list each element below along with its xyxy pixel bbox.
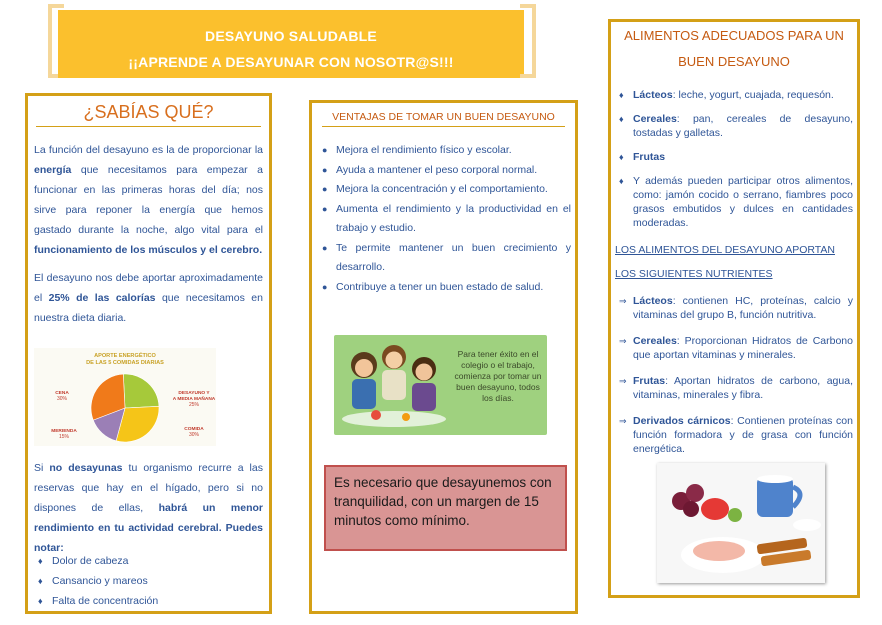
bold-run: energía	[34, 164, 72, 176]
chart-title-line2: DE LAS 5 COMIDAS DIARIAS	[86, 360, 164, 366]
list-item-text: Mejora el rendimiento físico y escolar.	[336, 144, 512, 156]
list-item	[615, 334, 853, 362]
slice-label-value-1: 30%	[188, 432, 200, 438]
nutrient-text: : contienen HC, proteínas, calcio y vitaminas del grupo B, función nutritiva.	[633, 295, 853, 321]
food-text: : leche, yogurt, cuajada, requesón.	[672, 89, 834, 101]
benefits-list	[318, 141, 571, 297]
list-item-text: Mejora la concentración y el comportamiento.	[336, 183, 548, 195]
column-ventajas	[309, 100, 578, 614]
diamond-bullet-icon: ♦	[619, 152, 624, 162]
list-item	[34, 571, 158, 591]
column-title-line2: BUEN DESAYUNO	[678, 54, 790, 69]
chart-title-line1: APORTE ENERGÉTICO	[94, 353, 156, 359]
column-alimentos	[608, 19, 860, 598]
column-sabias-que	[25, 93, 272, 614]
nutrient-label: Derivados cárnicos	[633, 415, 731, 427]
list-item-text: Dolor de cabeza	[52, 555, 129, 567]
text-run: Si	[34, 462, 50, 474]
slice-label-name-0: DESAYUNO Y	[178, 391, 210, 396]
nutrients-list	[615, 294, 853, 456]
pie-slice-0	[123, 374, 159, 408]
energy-pie-chart	[34, 348, 216, 446]
pie-chart-svg	[34, 348, 216, 446]
foods-list	[615, 88, 853, 230]
list-item	[318, 141, 571, 161]
slice-label-value-2: 15%	[58, 434, 70, 440]
list-item	[318, 180, 571, 200]
title-banner	[58, 10, 524, 78]
disc-bullet-icon: ●	[322, 242, 328, 253]
disc-bullet-icon: ●	[322, 164, 328, 175]
diamond-bullet-icon: ♦	[38, 556, 43, 566]
disc-bullet-icon: ●	[322, 145, 328, 155]
food-label: Lácteos	[633, 89, 673, 101]
list-item-text: Falta de concentración	[52, 595, 159, 607]
illustration-caption: Para tener éxito en el colegio o el trabajo, comienza por tomar un buen desayuno, todos los días.	[454, 349, 542, 403]
diamond-bullet-icon: ♦	[38, 596, 43, 606]
food-label: Frutas	[633, 151, 666, 163]
food-text: Y además pueden participar otros alimentos, como: jamón cocido o serrano, fiambres poco grasos embutidos y dulces en cantidades moderadas.	[633, 175, 853, 229]
list-item	[615, 374, 853, 402]
list-item	[615, 294, 853, 322]
text-run: La función del desayuno es la de proporcionar la	[34, 144, 263, 156]
list-item	[615, 112, 853, 140]
nutrient-text: : Contienen proteínas con función formadora y de grasa con función energética.	[633, 415, 853, 455]
arrow-bullet-icon: ⇒	[619, 296, 627, 306]
list-item-text: Aumenta el rendimiento y la productividad en el trabajo y estudio.	[336, 202, 571, 234]
diamond-bullet-icon: ♦	[38, 576, 43, 586]
slice-label-name-0: A MEDIA MAÑANA	[172, 397, 216, 402]
disc-bullet-icon: ●	[322, 184, 328, 194]
bold-run: no desayunas	[49, 462, 123, 474]
list-item	[318, 200, 571, 239]
text-run: que necesitamos en nuestra dieta diaria.	[34, 292, 263, 324]
list-item-text: Ayuda a mantener el peso corporal normal.	[336, 163, 538, 176]
slice-label-name-2: MERIENDA	[51, 429, 77, 434]
nutrient-text: : Proporcionan Hidratos de Carbono que aportan vitaminas y minerales.	[633, 335, 853, 361]
banner-title: DESAYUNO SALUDABLE	[205, 28, 377, 44]
disc-bullet-icon: ●	[322, 281, 328, 292]
food-text: : pan, cereales de desayuno, tostadas y galletas.	[633, 113, 853, 139]
nutrient-text: : Aportan hidratos de carbono, agua, vitaminas, minerales y fibra.	[633, 375, 853, 401]
list-item	[318, 239, 571, 278]
title-divider	[36, 126, 261, 127]
list-item	[615, 414, 853, 456]
list-item	[615, 174, 853, 230]
disc-bullet-icon: ●	[322, 203, 328, 214]
arrow-bullet-icon: ⇒	[619, 336, 627, 346]
banner-bracket-right	[520, 4, 536, 78]
breakfast-photo	[657, 463, 825, 583]
list-item	[318, 278, 571, 298]
nutrient-label: Lácteos	[633, 295, 673, 307]
list-item	[615, 88, 853, 102]
slice-label-value-0: 25%	[188, 402, 200, 408]
column-title: ¿SABÍAS QUÉ?	[83, 102, 214, 122]
nutrient-label: Cereales	[633, 335, 677, 347]
diamond-bullet-icon: ♦	[619, 114, 624, 124]
arrow-bullet-icon: ⇒	[619, 416, 627, 426]
diamond-bullet-icon: ♦	[619, 90, 624, 100]
paragraph-calories	[34, 268, 263, 328]
list-item-text: Te permite mantener un buen crecimiento y desarrollo.	[336, 241, 571, 273]
list-item	[615, 150, 853, 164]
list-item	[318, 161, 571, 181]
text-run: tu organismo recurre a las reservas que hay en el hígado, pero si no dispones de ellas,	[34, 462, 263, 514]
slice-label-name-1: COMIDA	[184, 427, 204, 432]
column-title: VENTAJAS DE TOMAR UN BUEN DESAYUNO	[332, 111, 555, 123]
list-item-text: Cansancio y mareos	[52, 575, 148, 587]
bold-run: 25% de las calorías	[48, 292, 156, 304]
text-run: El desayuno nos debe aportar aproximadamente el	[34, 272, 263, 304]
paragraph-no-breakfast	[34, 458, 263, 558]
text-run: que necesitamos para empezar a funcionar en las primeras horas del día; nos sirve para reponer la energía que hemos gastado durante la noche, algo vital para el	[34, 164, 263, 236]
diamond-bullet-icon: ♦	[619, 176, 624, 186]
symptoms-list	[34, 551, 158, 611]
nutrient-label: Frutas	[633, 375, 666, 387]
food-label: Cereales	[633, 113, 677, 125]
title-divider	[322, 126, 565, 127]
nutrients-heading: LOS ALIMENTOS DEL DESAYUNO APORTAN LOS SIGUIENTES NUTRIENTES	[615, 244, 835, 280]
children-eating-icon	[334, 335, 452, 435]
kids-breakfast-illustration	[334, 335, 547, 435]
banner-subtitle: ¡¡APRENDE A DESAYUNAR CON NOSOTR@S!!!	[128, 54, 454, 70]
arrow-bullet-icon: ⇒	[619, 376, 627, 386]
list-item-text: Contribuye a tener un buen estado de salud.	[336, 280, 544, 293]
bold-run: funcionamiento de los músculos y el cerebro.	[34, 244, 263, 256]
column-title-line1: ALIMENTOS ADECUADOS PARA UN	[624, 28, 844, 43]
list-item	[34, 591, 158, 611]
breakfast-food-icon	[657, 463, 825, 583]
list-item	[34, 551, 158, 571]
slice-label-name-3: CENA	[55, 391, 69, 396]
bold-run: habrá un menor rendimiento en tu actividad cerebral. Puedes notar:	[34, 502, 263, 554]
slice-label-value-3: 30%	[56, 396, 68, 402]
tranquility-note: Es necesario que desayunemos con tranquilidad, con un margen de 15 minutos como mínimo.	[324, 465, 567, 551]
paragraph-function	[34, 140, 263, 260]
